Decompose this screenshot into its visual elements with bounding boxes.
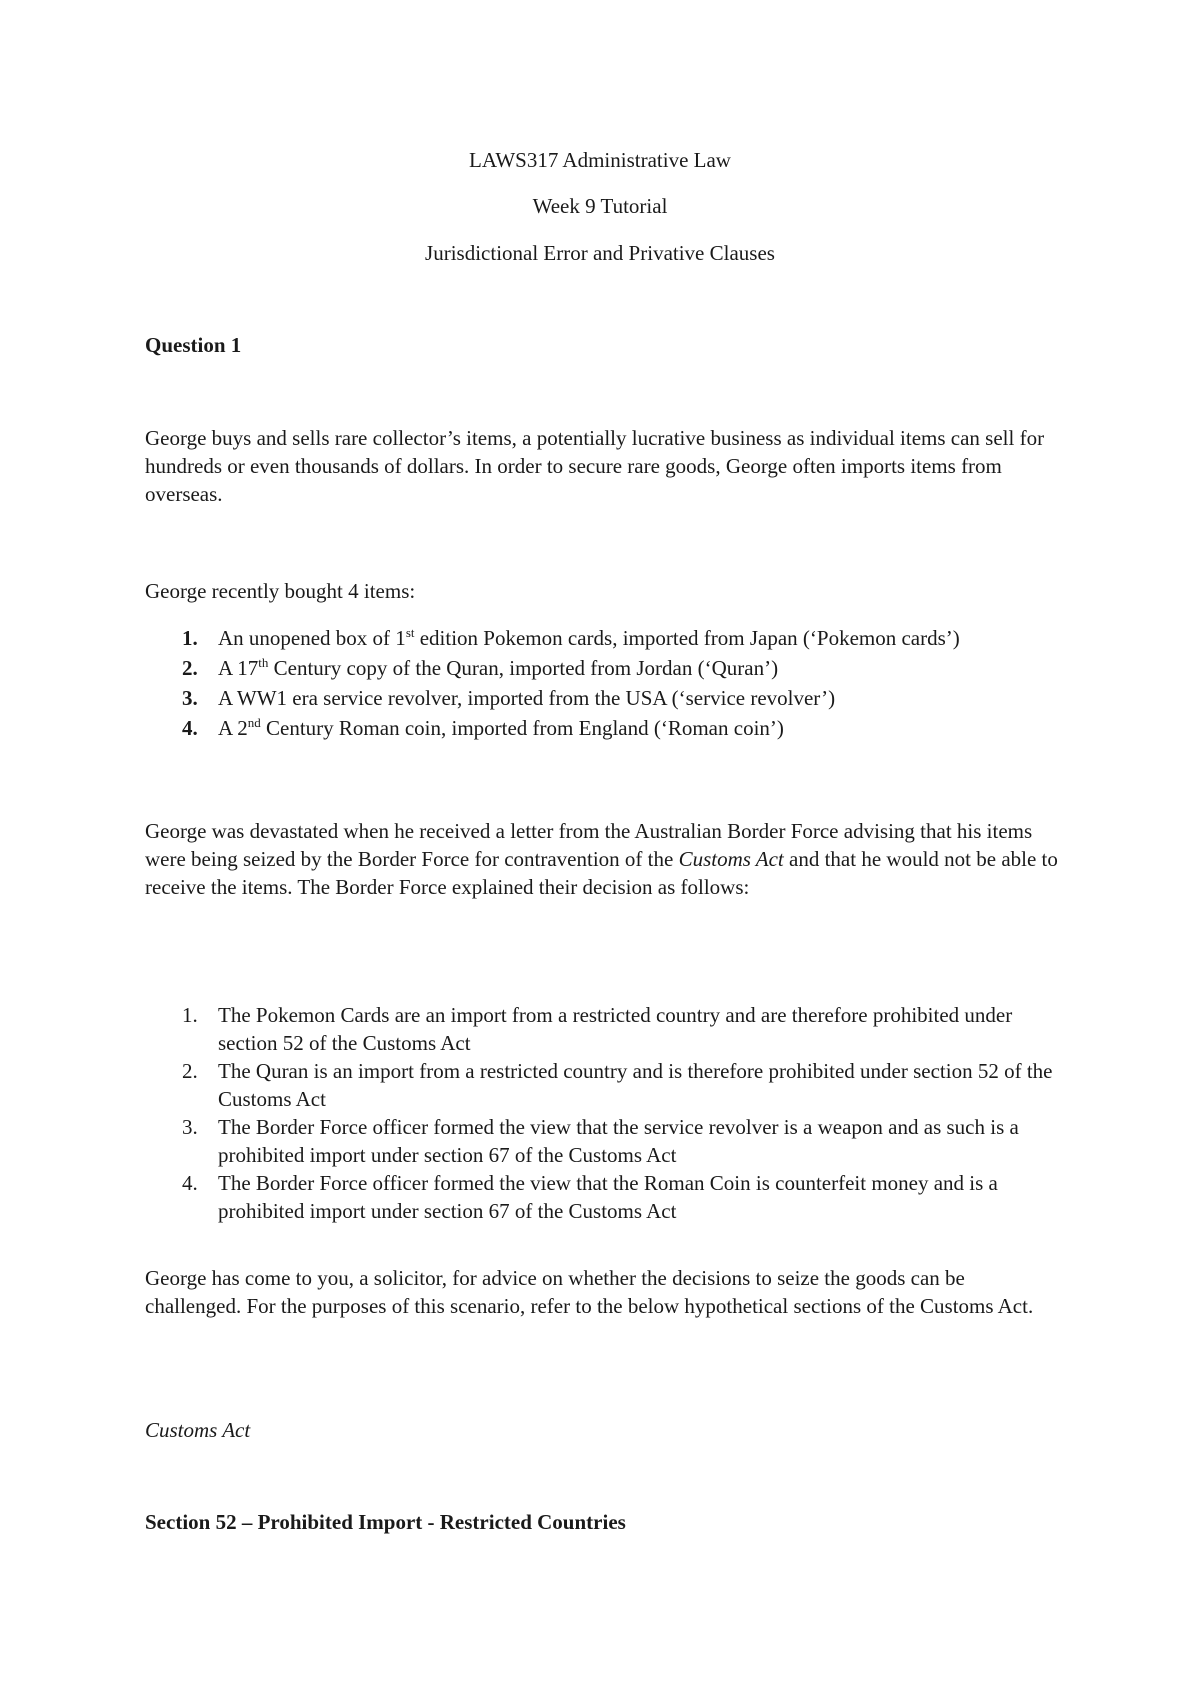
course-title: LAWS317 Administrative Law [469, 148, 731, 172]
week-title: Week 9 Tutorial [532, 194, 668, 218]
advice-paragraph: George has come to you, a solicitor, for advice on whether the decisions to seize the goods can be challenged. For the purposes of this scenario, refer to the below hypothetical sections of the Customs Act. [145, 1266, 1034, 1318]
decision-number: 1. [182, 1003, 198, 1027]
list-item: 1. The Pokemon Cards are an import from a restricted country and are therefore prohibited under section 52 of the Customs Act [182, 1003, 1013, 1055]
decision-number: 2. [182, 1059, 198, 1083]
decisions-list [145, 1001, 1065, 1225]
item-number: 1. [182, 626, 198, 650]
item-number: 4. [182, 716, 198, 740]
list-item: 2. The Quran is an import from a restricted country and is therefore prohibited under section 52 of the Customs Act [182, 1059, 1053, 1111]
bought-intro: George recently bought 4 items: [145, 579, 416, 603]
intro-paragraph: George buys and sells rare collector’s items, a potentially lucrative business as individual items can sell for hundreds or even thousands of dollars. In order to secure rare goods, George often imports items from overseas. [145, 426, 1045, 506]
list-item: 4. A 2nd Century Roman coin, imported from England (‘Roman coin’) [182, 715, 784, 740]
question-heading: Question 1 [145, 333, 242, 357]
items-list [145, 624, 1065, 744]
list-item: 2. A 17th Century copy of the Quran, imported from Jordan (‘Quran’) [182, 655, 779, 680]
decision-number: 3. [182, 1115, 198, 1139]
list-item: 3. A WW1 era service revolver, imported from the USA (‘service revolver’) [182, 686, 836, 710]
decision-number: 4. [182, 1171, 198, 1195]
item-number: 2. [182, 656, 198, 680]
letter-paragraph: George was devastated when he received a letter from the Australian Border Force advising that his items were being seized by the Border Force for contravention of the Customs Act and that he would not be able to receive the items. The Border Force explained their decision as follows: [145, 819, 1058, 899]
list-item: 3. The Border Force officer formed the view that the service revolver is a weapon and as such is a prohibited import under section 67 of the Customs Act [182, 1115, 1019, 1167]
customs-act-reference: Customs Act [678, 847, 784, 871]
list-item: 4. The Border Force officer formed the view that the Roman Coin is counterfeit money and is a prohibited import under section 67 of the Customs Act [182, 1171, 998, 1223]
item-number: 3. [182, 686, 198, 710]
list-item: 1. An unopened box of 1st edition Pokemon cards, imported from Japan (‘Pokemon cards’) [182, 625, 960, 650]
section-52-heading: Section 52 – Prohibited Import - Restricted Countries [145, 1510, 626, 1534]
act-title: Customs Act [145, 1418, 251, 1442]
topic-title: Jurisdictional Error and Privative Clauses [425, 241, 775, 265]
